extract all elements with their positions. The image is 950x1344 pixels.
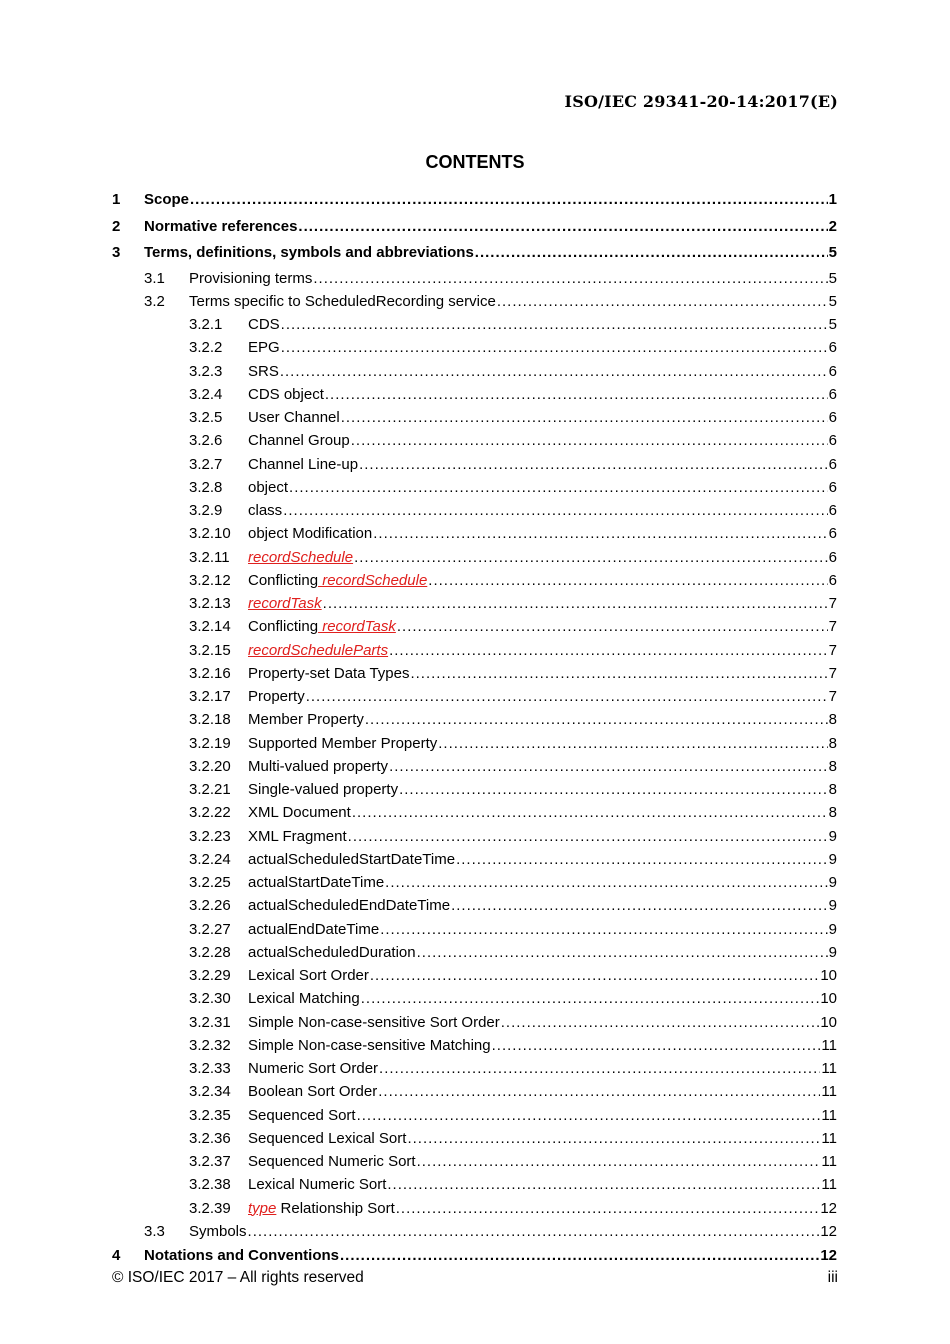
- toc-entry-title-text: Channel Group: [248, 432, 350, 450]
- toc-entry-page: 8: [828, 804, 837, 822]
- toc-entry-title: [144, 214, 297, 240]
- toc-dot-leader: [475, 240, 828, 266]
- toc-entry[interactable]: [112, 453, 837, 476]
- toc-entry-title-text: actualEndDateTime: [248, 920, 380, 938]
- toc-entry-title: [248, 708, 364, 731]
- toc-dot-leader: [341, 406, 828, 429]
- toc-entry-page: 12: [820, 1247, 837, 1264]
- toc-entry-page: 8: [828, 711, 837, 729]
- toc-entry-title-text: XML Document: [248, 804, 351, 822]
- toc-entry-link-term[interactable]: recordSchedule: [318, 571, 428, 589]
- toc-entry-title: [248, 429, 350, 452]
- toc-dot-leader: [323, 592, 828, 615]
- toc-entry-page: 10: [820, 1013, 837, 1031]
- toc-entry-title: [248, 1127, 406, 1150]
- toc-dot-leader: [385, 871, 827, 894]
- toc-entry-number: 3.2.13: [189, 595, 231, 612]
- toc-entry-number: 3: [112, 244, 121, 261]
- toc-entry-number: 3.3: [144, 1222, 165, 1240]
- toc-entry-title: [248, 755, 388, 778]
- toc-entry-title: [248, 360, 279, 383]
- toc-entry-title: [248, 1057, 378, 1080]
- toc-dot-leader: [410, 662, 827, 685]
- toc-entry-title-text: EPG: [248, 339, 280, 357]
- toc-dot-leader: [298, 214, 827, 240]
- toc-entry[interactable]: [112, 1173, 837, 1196]
- toc-entry-number: 3.2: [144, 292, 165, 310]
- toc-entry-title: [248, 569, 427, 592]
- toc-entry[interactable]: [112, 941, 837, 964]
- toc-entry-title-text: Multi-valued property: [248, 757, 389, 775]
- toc-entry-number: 3.2.6: [189, 432, 223, 450]
- toc-dot-leader: [306, 685, 828, 708]
- toc-dot-leader: [325, 383, 828, 406]
- toc-entry[interactable]: [112, 639, 837, 662]
- toc-entry-title-text: Terms specific to ScheduledRecording service: [189, 292, 496, 310]
- toc-dot-leader: [399, 778, 828, 801]
- toc-entry-page: 6: [828, 339, 837, 357]
- toc-entry-title: [248, 1104, 356, 1127]
- toc-entry-title: [248, 871, 384, 894]
- toc-entry-title-text: Conflicting: [248, 571, 319, 589]
- table-of-contents: [112, 187, 837, 1270]
- toc-entry-page: 5: [828, 292, 837, 310]
- toc-entry-title-text: Sequenced Lexical Sort: [248, 1129, 407, 1147]
- toc-entry-title-text: actualScheduledEndDateTime: [248, 897, 451, 915]
- toc-entry[interactable]: [112, 755, 837, 778]
- toc-entry-number: 3.2.17: [189, 688, 231, 705]
- toc-entry-title-text: Property-set Data Types: [248, 664, 410, 682]
- toc-entry-number: 3.2.35: [189, 1106, 231, 1124]
- toc-entry[interactable]: [112, 615, 837, 638]
- toc-dot-leader: [348, 825, 828, 848]
- toc-entry-title-text: Lexical Sort Order: [248, 967, 369, 984]
- toc-entry-number: 3.2.39: [189, 1199, 231, 1217]
- toc-entry[interactable]: [112, 214, 837, 241]
- toc-entry[interactable]: [112, 1243, 837, 1270]
- footer-copyright: © ISO/IEC 2017 – All rights reserved: [112, 1269, 364, 1286]
- toc-dot-leader: [438, 732, 827, 755]
- toc-entry-number: 3.2.29: [189, 967, 231, 984]
- toc-dot-leader: [313, 267, 827, 290]
- toc-entry[interactable]: [112, 1127, 837, 1150]
- toc-entry-page: 9: [828, 897, 837, 915]
- toc-entry-title: [248, 522, 372, 545]
- toc-dot-leader: [361, 987, 820, 1010]
- toc-entry-number: 3.2.38: [189, 1176, 231, 1194]
- toc-entry-link-term[interactable]: recordTask: [318, 618, 396, 636]
- toc-entry[interactable]: [112, 918, 837, 941]
- toc-entry-title: [144, 1243, 339, 1269]
- toc-entry-number: 3.2.28: [189, 943, 231, 961]
- toc-entry[interactable]: [112, 964, 837, 987]
- toc-entry-page: 9: [828, 920, 837, 938]
- toc-entry[interactable]: [112, 778, 837, 801]
- toc-entry-page: 6: [828, 548, 837, 566]
- toc-dot-leader: [365, 708, 828, 731]
- toc-entry-title: [248, 848, 455, 871]
- toc-entry-number: 3.2.5: [189, 409, 223, 426]
- toc-dot-leader: [456, 848, 828, 871]
- toc-dot-leader: [370, 964, 819, 987]
- toc-entry-page: 1: [828, 191, 837, 208]
- toc-dot-leader: [379, 1057, 820, 1080]
- toc-entry-title: [248, 313, 280, 336]
- toc-entry-number: 3.2.23: [189, 827, 231, 845]
- toc-entry-page: 5: [828, 244, 837, 261]
- toc-dot-leader: [389, 755, 828, 778]
- toc-dot-leader: [190, 187, 828, 213]
- toc-entry-number: 3.2.12: [189, 571, 231, 589]
- toc-entry-page: 11: [821, 1106, 837, 1124]
- toc-entry-number: 3.2.30: [189, 990, 231, 1008]
- toc-entry-number: 3.2.8: [189, 478, 223, 496]
- toc-entry-title: [248, 1150, 416, 1173]
- toc-entry-title-text: Relationship Sort: [276, 1199, 395, 1217]
- toc-entry[interactable]: [112, 499, 837, 522]
- toc-dot-leader: [396, 1197, 820, 1220]
- toc-entry[interactable]: [112, 187, 837, 214]
- toc-entry-title-text: CDS object: [248, 385, 324, 403]
- toc-dot-leader: [428, 569, 827, 592]
- toc-entry-number: 3.2.9: [189, 502, 223, 519]
- toc-entry-title: [248, 685, 305, 708]
- toc-entry-page: 9: [828, 850, 837, 868]
- toc-entry[interactable]: [112, 406, 837, 429]
- toc-dot-leader: [352, 801, 828, 824]
- toc-entry-link-term[interactable]: recordScheduleParts: [248, 641, 389, 659]
- toc-entry-title-text: Sequenced Sort: [248, 1106, 356, 1124]
- toc-entry-title-text: class: [248, 502, 283, 519]
- toc-entry-title: [248, 476, 288, 499]
- toc-entry-page: 11: [821, 1176, 837, 1194]
- toc-entry-number: 3.2.3: [189, 362, 223, 380]
- toc-entry-title: [248, 662, 409, 685]
- toc-entry-title: [248, 383, 324, 406]
- toc-dot-leader: [248, 1220, 820, 1243]
- toc-entry-title: [189, 290, 496, 313]
- toc-entry-title-text: Scope: [144, 191, 190, 208]
- toc-entry-page: 10: [820, 990, 837, 1008]
- footer-page-number: iii: [827, 1269, 838, 1286]
- toc-entry[interactable]: [112, 546, 837, 569]
- toc-entry-page: 6: [828, 455, 837, 473]
- toc-entry-number: 3.2.34: [189, 1083, 231, 1101]
- toc-entry[interactable]: [112, 429, 837, 452]
- toc-entry-title-text: Single-valued property: [248, 781, 399, 798]
- toc-entry-title: [144, 240, 474, 266]
- toc-dot-leader: [397, 615, 828, 638]
- toc-entry-title-text: Supported Member Property: [248, 734, 438, 752]
- toc-entry-number: 3.2.37: [189, 1153, 231, 1170]
- toc-entry-number: 3.2.18: [189, 711, 231, 729]
- toc-entry[interactable]: [112, 267, 837, 290]
- toc-entry[interactable]: [112, 801, 837, 824]
- toc-entry-page: 8: [828, 757, 837, 775]
- toc-entry-title-text: SRS: [248, 362, 279, 380]
- toc-entry-number: 2: [112, 217, 121, 235]
- toc-dot-leader: [387, 1173, 820, 1196]
- toc-entry-title-text: Member Property: [248, 711, 364, 729]
- toc-entry[interactable]: [112, 360, 837, 383]
- toc-entry-page: 9: [828, 827, 837, 845]
- toc-dot-leader: [289, 476, 828, 499]
- toc-entry-page: 7: [828, 595, 837, 612]
- toc-entry[interactable]: [112, 1197, 837, 1220]
- toc-entry-number: 3.2.7: [189, 455, 223, 473]
- toc-entry-number: 3.2.21: [189, 781, 231, 798]
- toc-entry-title-text: Terms, definitions, symbols and abbreviations: [144, 244, 474, 261]
- toc-entry[interactable]: [112, 1034, 837, 1057]
- toc-entry-number: 3.2.16: [189, 664, 231, 682]
- toc-entry-number: 3.2.22: [189, 804, 231, 822]
- toc-entry-title-text: Normative references: [144, 217, 298, 235]
- toc-entry[interactable]: [112, 685, 837, 708]
- toc-entry-title-text: Provisioning terms: [189, 269, 313, 287]
- toc-entry[interactable]: [112, 383, 837, 406]
- toc-entry-title-text: actualScheduledStartDateTime: [248, 850, 456, 868]
- contents-heading: CONTENTS: [425, 152, 525, 172]
- toc-entry-page: 11: [821, 1036, 837, 1054]
- toc-entry[interactable]: [112, 732, 837, 755]
- toc-dot-leader: [378, 1080, 820, 1103]
- toc-dot-leader: [389, 639, 828, 662]
- toc-dot-leader: [373, 522, 827, 545]
- toc-dot-leader: [359, 453, 828, 476]
- toc-entry-page: 11: [821, 1060, 837, 1077]
- toc-entry-page: 11: [821, 1153, 837, 1170]
- toc-entry-title: [248, 941, 416, 964]
- toc-dot-leader: [501, 1011, 820, 1034]
- toc-entry-number: 3.2.19: [189, 734, 231, 752]
- toc-entry-page: 2: [828, 217, 837, 235]
- toc-entry-title: [144, 187, 189, 213]
- toc-entry-title: [248, 732, 437, 755]
- toc-entry-title: [248, 336, 280, 359]
- toc-entry-page: 6: [828, 502, 837, 519]
- toc-entry-title-text: Boolean Sort Order: [248, 1083, 378, 1101]
- toc-entry-number: 3.2.4: [189, 385, 223, 403]
- toc-dot-leader: [357, 1104, 821, 1127]
- toc-entry-title-text: Lexical Matching: [248, 990, 360, 1008]
- toc-entry[interactable]: [112, 569, 837, 592]
- toc-entry-page: 6: [828, 385, 837, 403]
- toc-entry[interactable]: [112, 1220, 837, 1243]
- toc-entry-number: 3.2.33: [189, 1060, 231, 1077]
- toc-entry[interactable]: [112, 522, 837, 545]
- toc-entry-page: 9: [828, 943, 837, 961]
- toc-entry-title: [248, 592, 322, 615]
- toc-entry-page: 12: [820, 1199, 837, 1217]
- toc-dot-leader: [340, 1243, 819, 1269]
- toc-entry-title-text: XML Fragment: [248, 827, 347, 845]
- toc-entry-page: 6: [828, 478, 837, 496]
- toc-entry-title-text: actualStartDateTime: [248, 874, 385, 891]
- toc-entry[interactable]: [112, 848, 837, 871]
- toc-entry-title: [248, 406, 340, 429]
- standard-identifier: ISO/IEC 29341-20-14:2017(E): [564, 92, 838, 111]
- toc-entry-title: [248, 1173, 386, 1196]
- toc-entry[interactable]: [112, 336, 837, 359]
- toc-entry-title: [189, 267, 312, 290]
- toc-dot-leader: [407, 1127, 820, 1150]
- toc-entry-title: [248, 499, 282, 522]
- toc-dot-leader: [351, 429, 828, 452]
- toc-dot-leader: [451, 894, 828, 917]
- toc-dot-leader: [283, 499, 827, 522]
- toc-entry-page: 10: [820, 967, 837, 984]
- toc-entry-page: 5: [828, 316, 837, 333]
- toc-entry[interactable]: [112, 987, 837, 1010]
- toc-entry-title: [248, 918, 379, 941]
- toc-entry-page: 5: [828, 269, 837, 287]
- toc-entry-page: 7: [828, 664, 837, 682]
- toc-entry-title-text: Lexical Numeric Sort: [248, 1176, 387, 1194]
- toc-entry-title-text: Sequenced Numeric Sort: [248, 1153, 416, 1170]
- toc-entry-number: 3.1: [144, 269, 165, 287]
- toc-entry-number: 3.2.27: [189, 920, 231, 938]
- toc-entry-number: 1: [112, 191, 121, 208]
- toc-entry-page: 7: [828, 641, 837, 659]
- toc-entry-page: 7: [828, 688, 837, 705]
- toc-entry-page: 8: [828, 734, 837, 752]
- toc-entry-title: [248, 964, 369, 987]
- toc-entry[interactable]: [112, 313, 837, 336]
- toc-dot-leader: [380, 918, 827, 941]
- toc-entry[interactable]: [112, 476, 837, 499]
- toc-entry-title-text: Property: [248, 688, 305, 705]
- toc-entry-title: [248, 1080, 377, 1103]
- toc-entry-title-text: Simple Non-case-sensitive Sort Order: [248, 1013, 500, 1031]
- toc-dot-leader: [497, 290, 828, 313]
- toc-entry-page: 6: [828, 571, 837, 589]
- toc-entry[interactable]: [112, 708, 837, 731]
- toc-entry-title-text: Channel Line-up: [248, 455, 359, 473]
- toc-entry-number: 3.2.15: [189, 641, 231, 659]
- toc-entry-title: [248, 894, 450, 917]
- toc-entry-number: 3.2.1: [189, 316, 223, 333]
- toc-entry-title: [248, 1034, 491, 1057]
- toc-entry-number: 3.2.31: [189, 1013, 231, 1031]
- toc-entry[interactable]: [112, 1150, 837, 1173]
- toc-entry-number: 3.2.25: [189, 874, 231, 891]
- toc-entry-title-text: object: [248, 478, 289, 496]
- toc-entry-title: [189, 1220, 247, 1243]
- toc-entry-title-text: Conflicting: [248, 618, 319, 636]
- toc-entry-number: 3.2.2: [189, 339, 223, 357]
- toc-dot-leader: [492, 1034, 821, 1057]
- toc-entry-title: [248, 615, 396, 638]
- toc-entry[interactable]: [112, 592, 837, 615]
- toc-entry-title: [248, 987, 360, 1010]
- toc-entry[interactable]: [112, 1011, 837, 1034]
- toc-dot-leader: [354, 546, 828, 569]
- toc-entry[interactable]: [112, 1080, 837, 1103]
- toc-entry-title: [248, 778, 398, 801]
- toc-entry-title-text: object Modification: [248, 525, 373, 543]
- toc-entry-title: [248, 825, 347, 848]
- toc-entry[interactable]: [112, 1057, 837, 1080]
- toc-entry[interactable]: [112, 871, 837, 894]
- toc-entry-link-term[interactable]: type: [248, 1199, 277, 1217]
- toc-entry-page: 12: [820, 1222, 837, 1240]
- toc-entry-title-text: Notations and Conventions: [144, 1247, 339, 1264]
- toc-dot-leader: [281, 313, 828, 336]
- toc-entry-number: 3.2.20: [189, 757, 231, 775]
- toc-entry-title-text: Simple Non-case-sensitive Matching: [248, 1036, 491, 1054]
- toc-entry-number: 3.2.24: [189, 850, 231, 868]
- toc-entry-link-term[interactable]: recordSchedule: [248, 548, 354, 566]
- toc-dot-leader: [417, 1150, 821, 1173]
- toc-entry-page: 11: [821, 1083, 837, 1101]
- toc-dot-leader: [281, 336, 828, 359]
- toc-entry-page: 6: [828, 432, 837, 450]
- toc-entry-number: 4: [112, 1247, 121, 1264]
- toc-entry-page: 6: [828, 409, 837, 426]
- toc-entry-page: 6: [828, 362, 837, 380]
- toc-entry-page: 8: [828, 781, 837, 798]
- toc-entry-page: 7: [828, 618, 837, 636]
- toc-entry-number: 3.2.26: [189, 897, 231, 915]
- toc-entry-title: [248, 546, 353, 569]
- toc-entry-title: [248, 1197, 395, 1220]
- toc-entry[interactable]: [112, 825, 837, 848]
- toc-entry[interactable]: [112, 1104, 837, 1127]
- toc-entry[interactable]: [112, 894, 837, 917]
- toc-entry-title-text: User Channel: [248, 409, 340, 426]
- toc-entry-title: [248, 1011, 500, 1034]
- toc-entry-title: [248, 453, 358, 476]
- toc-entry-page: 6: [828, 525, 837, 543]
- toc-entry-number: 3.2.14: [189, 618, 231, 636]
- toc-entry-link-term[interactable]: recordTask: [248, 595, 322, 612]
- toc-entry[interactable]: [112, 240, 837, 267]
- toc-entry-title-text: Numeric Sort Order: [248, 1060, 379, 1077]
- toc-entry-page: 11: [821, 1129, 837, 1147]
- toc-entry-number: 3.2.32: [189, 1036, 231, 1054]
- toc-entry-page: 9: [828, 874, 837, 891]
- toc-entry-title: [248, 801, 351, 824]
- toc-entry-title-text: actualScheduledDuration: [248, 943, 416, 961]
- toc-entry-title-text: Symbols: [189, 1222, 247, 1240]
- toc-entry[interactable]: [112, 662, 837, 685]
- toc-entry[interactable]: [112, 290, 837, 313]
- toc-dot-leader: [417, 941, 828, 964]
- toc-dot-leader: [280, 360, 828, 383]
- toc-entry-title-text: CDS: [248, 316, 280, 333]
- toc-entry-title: [248, 639, 388, 662]
- toc-entry-number: 3.2.11: [189, 548, 230, 566]
- toc-entry-number: 3.2.10: [189, 525, 231, 543]
- toc-entry-number: 3.2.36: [189, 1129, 231, 1147]
